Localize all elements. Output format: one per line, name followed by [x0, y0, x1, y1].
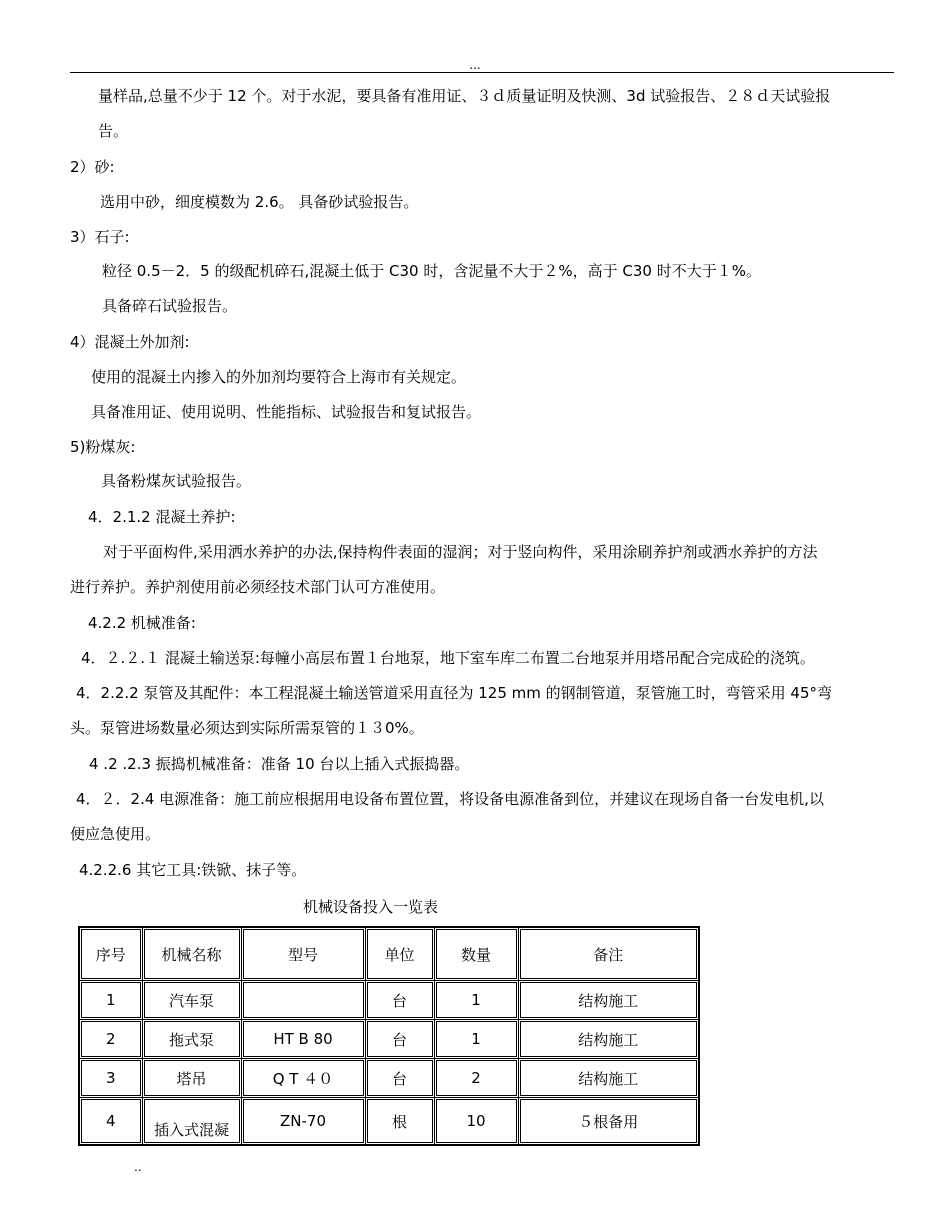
- section-heading-sand: 2）砂:: [70, 158, 115, 176]
- table-cell: 1: [434, 981, 518, 1020]
- table-cell: 台: [365, 1020, 434, 1059]
- section-heading-curing: 4．2.1.2 混凝土养护:: [88, 508, 236, 526]
- table-header-cell: 机械名称: [142, 927, 241, 981]
- section-heading-admixture: 4）混凝土外加剂:: [70, 333, 190, 351]
- table-cell: 塔吊: [142, 1059, 241, 1098]
- table-cell: 1: [79, 981, 142, 1020]
- body-line: 具备准用证、使用说明、性能指标、试验报告和复试报告。: [91, 403, 482, 421]
- table-cell: 3: [79, 1059, 142, 1098]
- table-header-cell: 备注: [518, 927, 699, 981]
- body-line: 4．2.2.2 泵管及其配件：本工程混凝土输送管道采用直径为 125 mm 的钢制管道，泵管施工时，弯管采用 45°弯: [76, 684, 832, 702]
- section-heading-machinery: 4.2.2 机械准备:: [88, 614, 196, 632]
- header-rule: [70, 72, 894, 73]
- page-header-mark: ...: [469, 58, 481, 72]
- body-line: 进行养护。养护剂使用前必须经技术部门认可方准使用。: [70, 578, 446, 596]
- table-cell: 结构施工: [518, 1059, 699, 1098]
- table-cell: 台: [365, 1059, 434, 1098]
- body-line: 告。: [98, 122, 129, 140]
- table-cell: 拖式泵: [142, 1020, 241, 1059]
- body-line: 使用的混凝土内掺入的外加剂均要符合上海市有关规定。: [91, 368, 467, 386]
- body-line: 粒径 0.5－2．5 的级配机碎石,混凝土低于 C30 时，含泥量不大于２%，高于 C30 时不大于１%。: [102, 262, 761, 280]
- table-cell: [241, 981, 365, 1020]
- table-cell: 2: [79, 1020, 142, 1059]
- table-header-row: [79, 927, 699, 981]
- table-cell: HT B 80: [241, 1020, 365, 1059]
- table-cell: 10: [434, 1098, 518, 1146]
- body-line: 对于平面构件,采用洒水养护的办法,保持构件表面的湿润；对于竖向构件，采用涂刷养护剂或洒水养护的方法: [103, 543, 818, 561]
- table-cell: 台: [365, 981, 434, 1020]
- body-line: 4 .2 .2.3 振捣机械准备：准备 10 台以上插入式振捣器。: [89, 755, 470, 773]
- page-footer-mark: ..: [134, 1160, 142, 1174]
- table-row: [79, 1059, 699, 1098]
- table-header-cell: 序号: [79, 927, 142, 981]
- body-line: 具备碎石试验报告。: [102, 297, 238, 315]
- equipment-table: [78, 926, 700, 1146]
- table-header-cell: 单位: [365, 927, 434, 981]
- table-cell: 插入式混凝: [142, 1098, 241, 1146]
- body-line: 选用中砂，细度模数为 2.6。 具备砂试验报告。: [100, 193, 419, 211]
- table-cell: 1: [434, 1020, 518, 1059]
- table-cell: 2: [434, 1059, 518, 1098]
- body-line: 便应急使用。: [70, 825, 161, 843]
- table-header-cell: 型号: [241, 927, 365, 981]
- table-cell: Q T ４０: [241, 1059, 365, 1098]
- table-cell: ５根备用: [518, 1098, 699, 1146]
- section-heading-flyash: 5)粉煤灰:: [70, 438, 136, 456]
- section-heading-stone: 3）石子:: [70, 228, 130, 246]
- body-line: 4．２.２.１ 混凝土输送泵:每幢小高层布置１台地泵，地下室车库二布置二台地泵并用塔吊配合完成砼的浇筑。: [81, 649, 815, 667]
- table-cell: 结构施工: [518, 981, 699, 1020]
- body-line: 4.2.2.6 其它工具:铁锨、抹子等。: [79, 861, 307, 879]
- table-cell: 结构施工: [518, 1020, 699, 1059]
- table-row: [79, 1098, 699, 1146]
- body-line: 头。泵管进场数量必须达到实际所需泵管的１３0%。: [70, 719, 424, 737]
- table-cell: 汽车泵: [142, 981, 241, 1020]
- body-line: 4．２．2.4 电源准备：施工前应根据用电设备布置位置，将设备电源准备到位，并建议在现场自备一台发电机,以: [76, 790, 824, 808]
- table-cell: 根: [365, 1098, 434, 1146]
- table-cell: 4: [79, 1098, 142, 1146]
- table-caption: 机械设备投入一览表: [303, 898, 439, 916]
- table-row: [79, 1020, 699, 1059]
- body-line: 量样品,总量不少于 12 个。对于水泥，要具备有准用证、３ｄ质量证明及快测、3d 试验报告、２８ｄ天试验报: [98, 87, 831, 105]
- table-header-cell: 数量: [434, 927, 518, 981]
- table-row: [79, 981, 699, 1020]
- body-line: 具备粉煤灰试验报告。: [101, 472, 252, 490]
- table-cell: ZN-70: [241, 1098, 365, 1146]
